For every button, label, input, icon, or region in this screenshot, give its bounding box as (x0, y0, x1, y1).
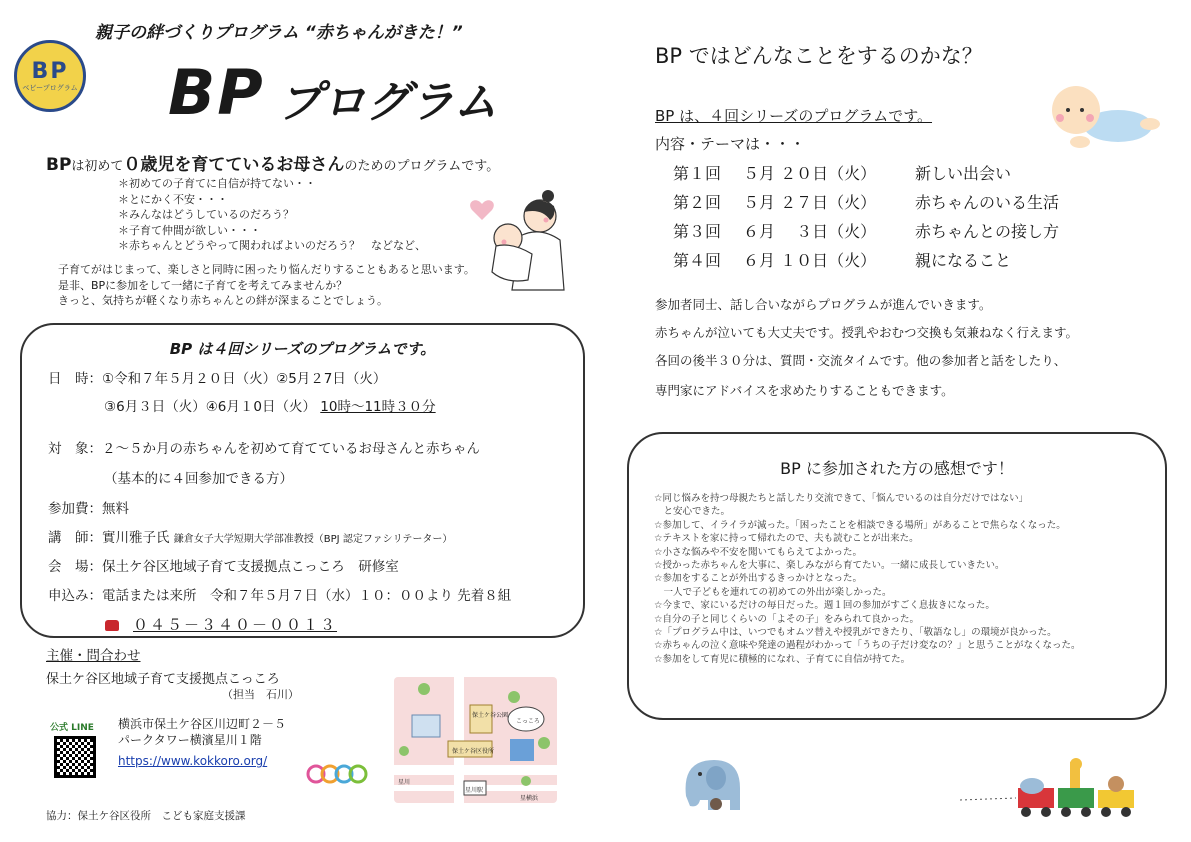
sponsor-org: 保土ケ谷区地域子育て支援拠点こっころ (46, 672, 280, 687)
intro-line: 是非、BPに参加をして一緒に子育てを考えてみませんか？ (58, 278, 348, 292)
line-qr-code[interactable] (54, 736, 96, 778)
list-item: ＊とにかく不安・・・ (118, 192, 228, 206)
list-item: ☆小さな悩みや不安を聞いてもらえてよかった。 (654, 546, 863, 558)
tagline: 親子の絆づくりプログラム “赤ちゃんがきた！” (95, 23, 463, 43)
mother-baby-illustration (462, 186, 572, 296)
description-line: 参加者同士、話し合いながらプログラムが進んでいきます。 (655, 297, 992, 312)
address-line: 横浜市保土ケ谷区川辺町２－５ (118, 717, 287, 731)
schedule-theme: 赤ちゃんとの接し方 (915, 222, 1060, 241)
map-label: 星川駅 (465, 787, 484, 794)
telephone-icon (105, 620, 119, 631)
schedule-no: 第１回 (673, 164, 722, 183)
schedule-date: ６月 １０日（火） (743, 251, 877, 270)
address (118, 716, 286, 748)
phone-number[interactable]: ０４５－３４０－００１３ (133, 616, 338, 634)
list-item: ☆授かった赤ちゃんを大事に、楽しみながら育てたい。一緒に成長していきたい。 (654, 560, 1005, 572)
map-label: 保土ケ谷区役所 (452, 748, 495, 755)
intro-line: きっと、気持ちが軽くなり赤ちゃんとの絆が深まることでしょう。 (58, 294, 388, 307)
schedule-row (673, 164, 1011, 184)
right-title: BP ではどんなことをするのかな？ (655, 44, 983, 68)
title-bp: BP (168, 56, 265, 129)
apply-value: 電話または来所 令和７年５月７日（水）１０：００より 先着８組 (102, 588, 512, 604)
website-link[interactable]: https://www.kokkoro.org/ (118, 754, 268, 768)
worry-list (118, 176, 426, 254)
intro-text (58, 262, 475, 309)
toy-train-illustration (960, 758, 1138, 820)
schedule-date: ５月 ２０日（火） (743, 164, 877, 183)
description-line: 赤ちゃんが泣いても大丈夫です。授乳やおむつ交換も気兼ねなく行えます。 (655, 325, 1079, 340)
fee-row (48, 500, 129, 518)
apply-row (48, 587, 511, 605)
cooperation: 協力：保土ケ谷区役所 こども家庭支援課 (46, 810, 246, 822)
schedule-no: 第４回 (673, 251, 722, 270)
lecturer-row (48, 529, 452, 549)
access-map (394, 677, 557, 803)
date-row-2 (104, 398, 436, 416)
list-item: 一人で子どもを連れての初めての外出が楽しかった。 (654, 586, 892, 598)
apply-label: 申込み： (48, 588, 102, 604)
schedule-row (673, 251, 1011, 271)
lecturer-name: 實川雅子氏 (102, 530, 170, 546)
bp-logo-mark: BP (31, 58, 69, 84)
list-item: ☆参加して、イライラが減った。「困ったことを相談できる場所」があることで焦らなくなった。 (654, 519, 1066, 531)
schedule-row (673, 193, 1059, 213)
fee-value: 無料 (102, 501, 129, 517)
schedule-no: 第３回 (673, 222, 722, 241)
venue-label: 会 場： (48, 559, 102, 575)
lead-tail: のためのプログラムです。 (344, 159, 500, 174)
details-title: BP は４回シリーズのプログラムです。 (169, 340, 436, 358)
title-program: プログラム (278, 77, 498, 128)
schedule-theme: 新しい出会い (915, 164, 1012, 183)
list-item: ☆テキストを家に持って帰れたので、夫も読むことが出来た。 (654, 533, 919, 545)
schedule-date: ５月 ２７日（火） (743, 193, 877, 212)
date-label: 日 時： (48, 371, 102, 387)
bp-logo (14, 40, 86, 112)
description-line: 専門家にアドバイスを求めたりすることもできます。 (655, 383, 954, 398)
lecturer-label: 講 師： (48, 530, 102, 546)
heart-icon (470, 200, 494, 220)
elephant-illustration (676, 756, 742, 814)
target-row (48, 440, 480, 458)
list-item: ＊子育て仲間が欲しい・・・ (118, 223, 261, 237)
list-item: ＊赤ちゃんとどうやって関わればよいのだろう？ などなど、 (118, 239, 426, 252)
date-line2: ③6月３日（火）④6月１0日（火） (104, 399, 316, 415)
schedule-theme: 赤ちゃんのいる生活 (915, 193, 1060, 212)
list-item: ☆自分の子と同じくらいの「よその子」をみられて良かった。 (654, 613, 920, 625)
map-label: 星川 (398, 779, 411, 786)
schedule-no: 第２回 (673, 193, 722, 212)
theme-label: 内容・テーマは・・・ (655, 135, 806, 153)
schedule-row (673, 222, 1059, 242)
date-time: 10時～11時３０分 (320, 399, 436, 415)
date-line1: ①令和７年５月２０日（火）②5月２7日（火） (102, 371, 387, 387)
crawling-baby-illustration (1040, 80, 1162, 158)
schedule-theme: 親になること (915, 251, 1012, 270)
list-item: ☆赤ちゃんの泣く意味や発達の過程がわかって「うちの子だけ変なの？」と思うことがなくなった。 (654, 640, 1081, 652)
voices-title: BP に参加された方の感想です！ (780, 459, 1014, 478)
venue-value: 保土ケ谷区地域子育て支援拠点こっころ 研修室 (102, 559, 399, 575)
schedule-date: ６月 ３日（火） (743, 222, 877, 241)
kokkoro-logo (306, 758, 368, 790)
target-value: ２～５か月の赤ちゃんを初めて育てているお母さんと赤ちゃん (102, 441, 480, 457)
phone-row (105, 614, 337, 635)
list-item: ☆今まで、家にいるだけの毎日だった。週１回の参加がすごく息抜きになった。 (654, 600, 995, 612)
map-label: こっころ (516, 718, 540, 725)
lead-text (46, 150, 499, 175)
lecturer-title: 鎌倉女子大学短期大学部准教授（BPJ 認定ファシリテーター） (173, 534, 453, 545)
series-line: BP は、４回シリーズのプログラムです。 (655, 107, 933, 125)
date-row (48, 370, 386, 388)
voices-list (654, 492, 1081, 666)
bp-logo-subtitle: ベビープログラム (22, 83, 78, 92)
lead-mid: は初めて (71, 159, 124, 174)
line-label: 公式 LINE (50, 723, 94, 733)
list-item: ＊初めての子育てに自信が持てない・・ (118, 177, 316, 190)
map-label: 星横浜 (520, 795, 539, 802)
fee-label: 参加費： (48, 501, 102, 517)
map-label: 保土ケ谷公園 (472, 712, 509, 719)
intro-line: 子育てがはじまって、楽しさと同時に困ったり悩んだりすることもあると思います。 (58, 263, 475, 276)
list-item: ☆参加をすることが外出するきっかけとなった。 (654, 573, 863, 585)
sponsor-person: （担当 石川） (222, 688, 299, 701)
list-item: ＊みんなはどうしているのだろう？ (118, 208, 294, 221)
list-item: ☆同じ悩みを持つ母親たちと話したり交流できて、「悩んでいるのは自分だけではない」 (654, 493, 1029, 504)
lead-target: ０歳児を育てているお母さん (123, 155, 345, 175)
address-line: パークタワー横濱星川１階 (118, 733, 262, 747)
sponsor-heading: 主催・問合わせ (46, 648, 141, 664)
list-item: ☆「プログラム中は、いつでもオムツ替えや授乳ができたり、「敬語なし」の環境が良かった。 (654, 627, 1057, 639)
venue-row (48, 558, 399, 576)
target-note: （基本的に４回参加できる方） (104, 471, 293, 487)
description-line: 各回の後半３０分は、質問・交流タイムです。他の参加者と話をしたり、 (655, 353, 1067, 368)
target-label: 対 象： (48, 441, 102, 457)
list-item: と安心できた。 (654, 506, 731, 518)
list-item: ☆参加をして育児に積極的になれ、子育てに自信が持てた。 (654, 653, 911, 665)
lead-bp: BP (46, 155, 72, 175)
